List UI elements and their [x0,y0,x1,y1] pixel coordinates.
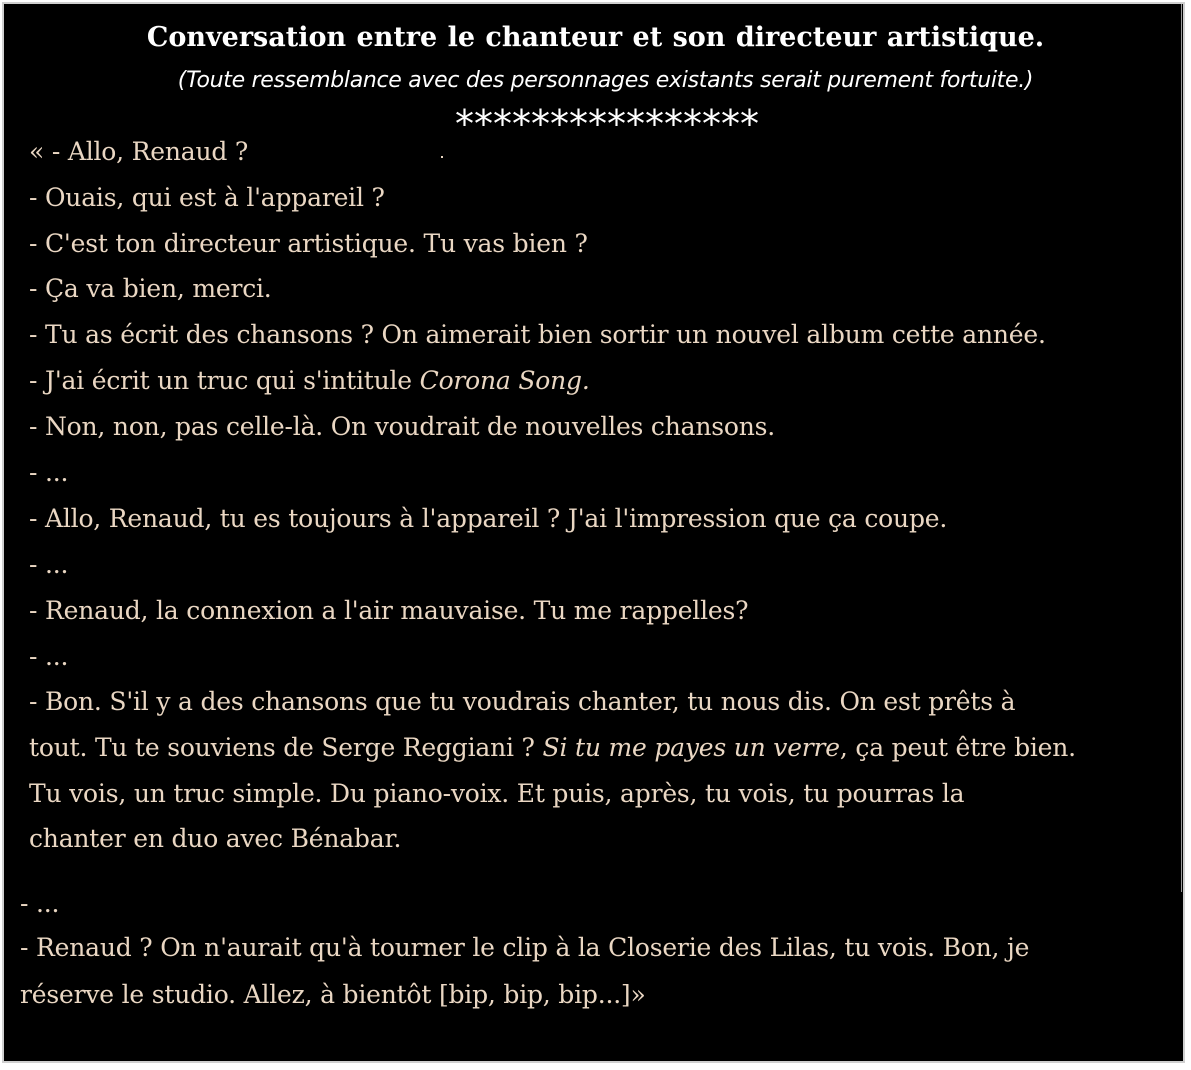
dialog-line: - Ouais, qui est à l'appareil ? [29,183,385,212]
dialog-line: - Renaud, la connexion a l'air mauvaise. Tu me rappelles? [29,596,749,625]
document-title: Conversation entre le chanteur et son directeur artistique. [146,22,1045,53]
dialog-line: chanter en duo avec Bénabar. [29,824,402,853]
dialog-line: - ... [29,642,69,671]
dialog-line [29,733,1076,763]
stray-dot [441,156,443,158]
dialog-line: - ... [29,458,69,487]
dialog-line: Tu vois, un truc simple. Du piano-voix. Et puis, après, tu vois, tu pourras la [29,779,965,808]
dialog-line: - Tu as écrit des chansons ? On aimerait bien sortir un nouvel album cette année. [29,320,1046,349]
dialog-text: - J'ai écrit un truc qui s'intitule [29,366,420,395]
song-title: Corona Song. [419,366,590,395]
document-subtitle: (Toute ressemblance avec des personnages existants serait purement fortuite.) [177,68,1034,93]
dialog-line: - ... [20,889,60,918]
asterisk-separator: **************** [455,102,759,146]
dialog-line: - Allo, Renaud, tu es toujours à l'appareil ? J'ai l'impression que ça coupe. [29,504,948,533]
dialog-text: tout. Tu te souviens de Serge Reggiani ? [29,733,543,762]
dialog-line: - Non, non, pas celle-là. On voudrait de nouvelles chansons. [29,412,775,441]
song-title: Si tu me payes un verre [542,733,840,762]
dialog-line: - Renaud ? On n'aurait qu'à tourner le clip à la Closerie des Lilas, tu vois. Bon, je [20,933,1030,962]
dialog-line: « - Allo, Renaud ? [29,137,249,166]
dialog-line: - C'est ton directeur artistique. Tu vas bien ? [29,229,588,258]
dialog-text: , ça peut être bien. [839,733,1076,762]
dialog-line: - ... [29,550,69,579]
dialog-line [29,366,590,396]
dialog-line: - Ça va bien, merci. [29,274,272,303]
dialog-line: réserve le studio. Allez, à bientôt [bip, bip, bip...]» [20,980,646,1009]
dialog-line: - Bon. S'il y a des chansons que tu voudrais chanter, tu nous dis. On est prêts à [29,687,1016,716]
